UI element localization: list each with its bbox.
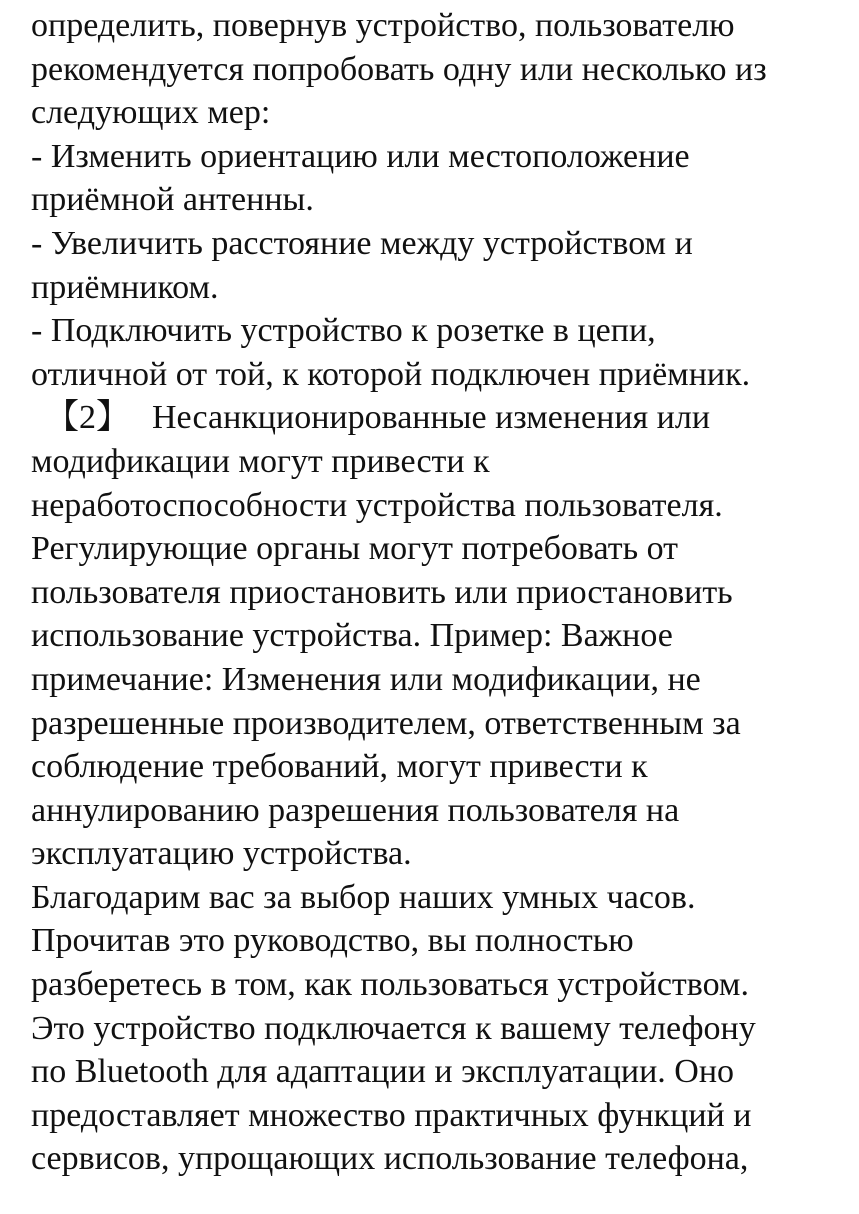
text-line: Это устройство подключается к вашему телефону	[31, 1009, 756, 1047]
text-line: - Изменить ориентацию или местоположение	[31, 137, 690, 175]
interference-measures-section	[31, 4, 851, 396]
introduction-section	[31, 876, 851, 1181]
text-line: следующих мер:	[31, 94, 271, 132]
text-line: аннулированию разрешения пользователя на	[31, 791, 680, 829]
note-first-line-text: Несанкционированные изменения или	[152, 399, 711, 437]
text-line: неработоспособности устройства пользователя.	[31, 486, 723, 524]
text-line: Прочитав это руководство, вы полностью	[31, 922, 634, 960]
text-line: Благодарим вас за выбор наших умных часов.	[31, 878, 696, 916]
text-line: эксплуатацию устройства.	[31, 835, 412, 873]
text-line: модификации могут привести к	[31, 442, 490, 480]
note-number-marker: 【2】	[45, 399, 130, 437]
document-page	[31, 4, 851, 1181]
text-line: использование устройства. Пример: Важное	[31, 617, 673, 655]
text-line: соблюдение требований, могут привести к	[31, 748, 648, 786]
text-line: разрешенные производителем, ответственным за	[31, 704, 741, 742]
text-line: отличной от той, к которой подключен приёмник.	[31, 355, 751, 393]
modifications-note-section	[31, 396, 851, 876]
text-line: приёмной антенны.	[31, 181, 314, 219]
text-line: разберетесь в том, как пользоваться устройством.	[31, 966, 749, 1004]
text-line: по Bluetooth для адаптации и эксплуатации. Оно	[31, 1053, 735, 1091]
text-line: сервисов, упрощающих использование телефона,	[31, 1140, 749, 1178]
text-line: определить, повернув устройство, пользователю	[31, 7, 735, 44]
text-line: пользователя приостановить или приостановить	[31, 573, 733, 611]
text-line: - Увеличить расстояние между устройством и	[31, 224, 693, 262]
text-line: предоставляет множество практичных функций и	[31, 1096, 752, 1134]
text-line: Регулирующие органы могут потребовать от	[31, 530, 678, 568]
text-line: рекомендуется попробовать одну или несколько из	[31, 50, 767, 88]
text-line: примечание: Изменения или модификации, не	[31, 660, 701, 698]
text-line: - Подключить устройство к розетке в цепи,	[31, 312, 656, 350]
text-line: приёмником.	[31, 268, 219, 306]
note-first-line	[31, 396, 851, 440]
